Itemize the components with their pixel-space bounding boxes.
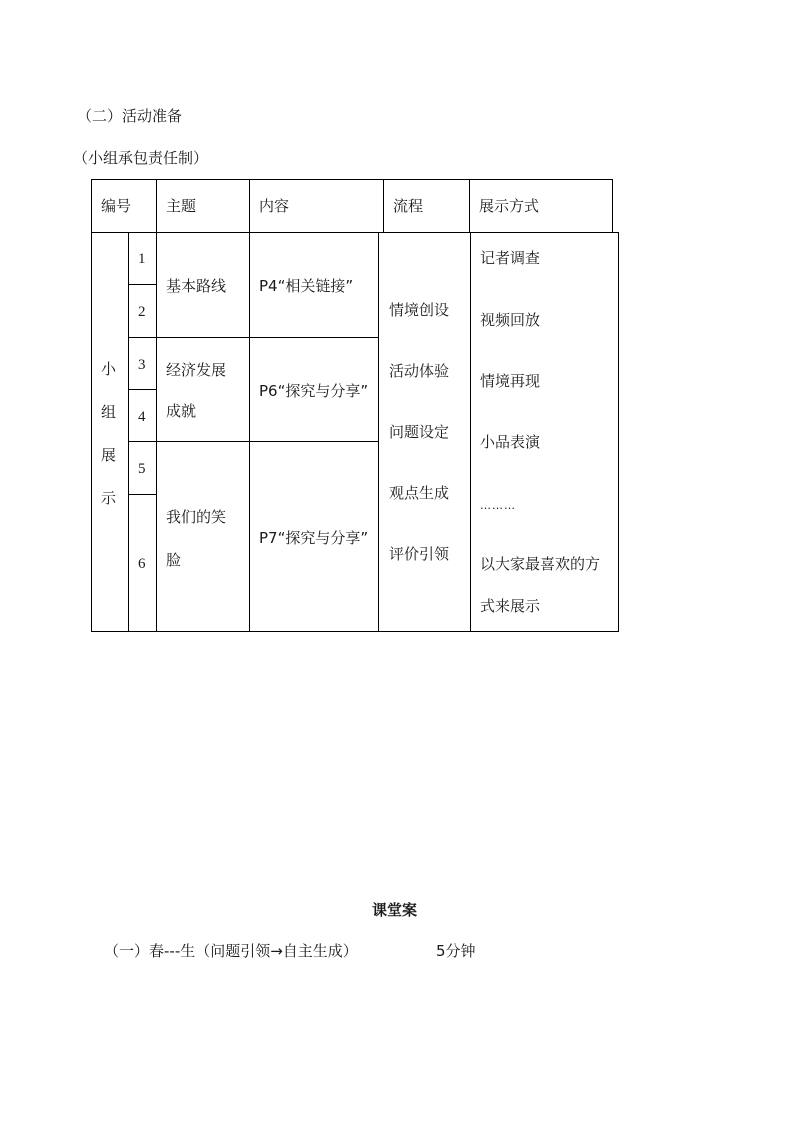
col-sep-process — [378, 232, 379, 632]
prep-heading: （二）活动准备 — [77, 107, 183, 125]
col-sep-display — [470, 232, 471, 632]
topic-row-line — [128, 441, 379, 442]
display-method: 记者调查 — [480, 249, 541, 267]
row-number: 6 — [138, 556, 146, 572]
topic-smile-line1: 我们的笑 — [166, 508, 227, 526]
display-method: 小品表演 — [480, 433, 541, 451]
content-p6: P6“探究与分享” — [259, 382, 369, 400]
process-step: 问题设定 — [389, 423, 450, 441]
col-sep-topic — [156, 179, 157, 632]
header-sep-display — [469, 179, 470, 232]
header-display: 展示方式 — [479, 197, 540, 215]
header-process: 流程 — [393, 197, 424, 215]
topic-smile-line2: 脸 — [166, 551, 182, 569]
row-number: 4 — [138, 409, 146, 425]
display-method: 视频回放 — [480, 311, 541, 329]
display-method: 情境再现 — [480, 372, 541, 390]
process-step: 情境创设 — [389, 301, 450, 319]
topic-economy-line2: 成就 — [166, 402, 197, 420]
col-sep-number — [128, 232, 129, 632]
row-number: 1 — [138, 251, 146, 267]
number-row-line — [128, 494, 157, 495]
table-top-border — [91, 179, 613, 180]
group-label-char: 小 — [101, 360, 117, 378]
header-content: 内容 — [259, 197, 290, 215]
header-sep-process — [383, 179, 384, 232]
table-right-border — [618, 232, 619, 632]
header-bottom-border — [91, 232, 619, 233]
col-sep-content — [249, 179, 250, 632]
number-row-line — [128, 284, 157, 285]
table-left-border — [91, 179, 92, 632]
display-method: 式来展示 — [480, 597, 541, 615]
display-method-ellipsis: ……… — [480, 499, 516, 512]
process-step: 观点生成 — [389, 484, 450, 502]
table-bottom-border — [91, 631, 619, 632]
group-label-char: 示 — [101, 489, 117, 507]
number-row-line — [128, 389, 157, 390]
row-number: 3 — [138, 357, 146, 373]
topic-basic-line: 基本路线 — [166, 277, 227, 295]
group-label-char: 组 — [101, 403, 117, 421]
topic-row-line — [128, 337, 379, 338]
group-label-char: 展 — [101, 446, 117, 464]
row-number: 5 — [138, 461, 146, 477]
content-p7: P7“探究与分享” — [259, 529, 369, 547]
header-number: 编号 — [101, 197, 132, 215]
header-right-border — [612, 179, 613, 232]
process-step: 评价引领 — [389, 545, 450, 563]
process-step: 活动体验 — [389, 362, 450, 380]
classroom-duration: 5分钟 — [436, 942, 476, 960]
prep-subheading: （小组承包责任制） — [73, 149, 209, 167]
header-topic: 主题 — [166, 197, 197, 215]
classroom-section: （一）春---生（问题引领→自主生成） — [104, 942, 358, 960]
topic-economy-line1: 经济发展 — [166, 361, 227, 379]
classroom-title: 课堂案 — [372, 901, 418, 919]
display-method: 以大家最喜欢的方 — [480, 555, 601, 573]
content-p4: P4“相关链接” — [259, 277, 354, 295]
row-number: 2 — [138, 304, 146, 320]
